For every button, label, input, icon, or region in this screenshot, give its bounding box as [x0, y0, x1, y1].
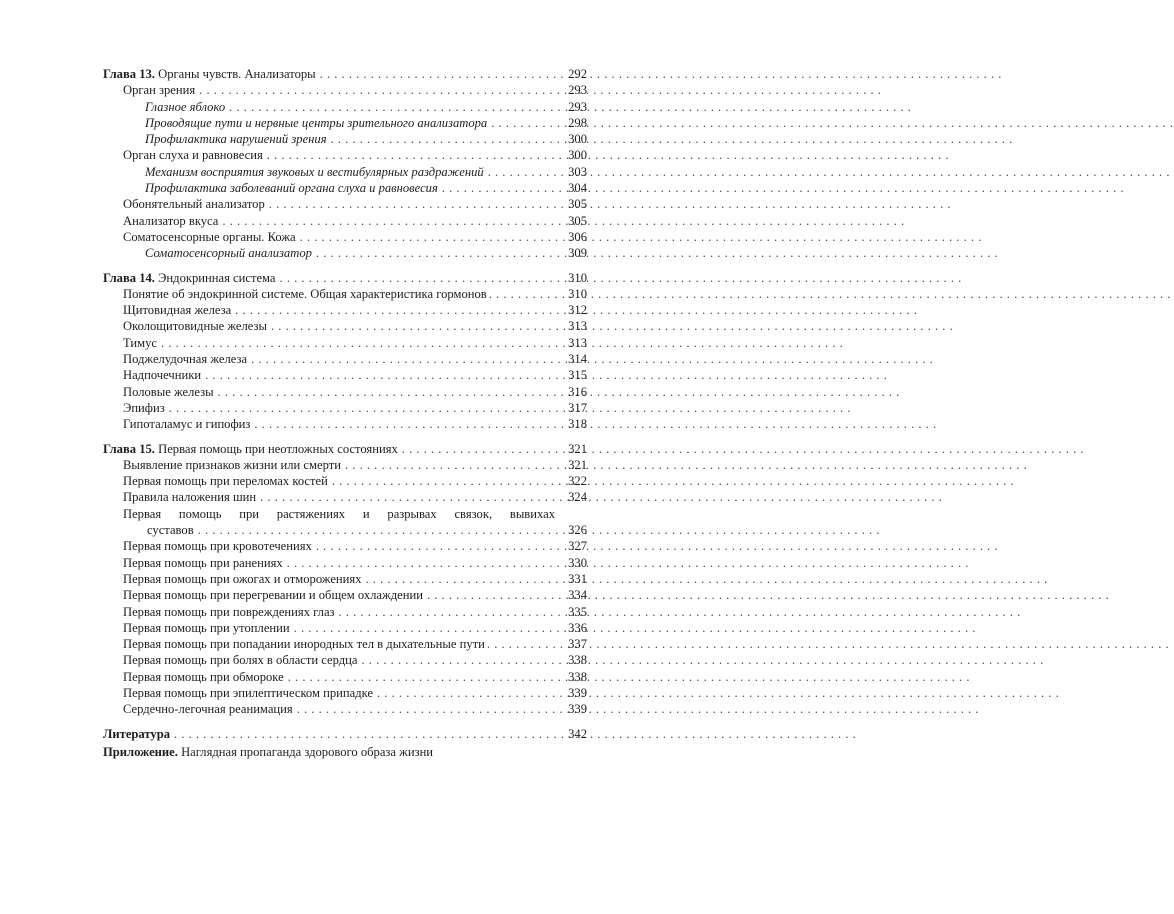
entry-title: Половые железы	[123, 384, 214, 399]
toc-entry	[103, 571, 587, 587]
page-number: 321	[568, 457, 587, 472]
dot-leader	[287, 555, 555, 571]
entry-title: Первая помощь при растяжениях и разрывах связок, вывихах	[123, 506, 555, 521]
page-number: 339	[568, 702, 587, 717]
entry-title: Профилактика заболеваний органа слуха и равновесия	[145, 181, 438, 196]
entry-title: Гипоталамус и гипофиз	[123, 417, 251, 432]
dot-leader	[300, 229, 555, 245]
dot-leader	[487, 636, 557, 652]
toc-entry	[103, 351, 587, 367]
toc-entry	[103, 587, 587, 603]
chapter-title: Органы чувств. Анализаторы	[158, 67, 316, 81]
page-number: 293	[568, 99, 587, 114]
toc-entry	[103, 286, 587, 302]
toc-appendix	[103, 744, 587, 760]
dot-leader	[402, 441, 555, 457]
dot-leader	[366, 571, 556, 587]
page-number: 321	[568, 441, 587, 456]
page-number: 293	[568, 83, 587, 98]
page-number: 314	[568, 352, 587, 367]
entry-title: Первая помощь при болях в области сердца	[123, 653, 358, 668]
toc-entry	[103, 555, 587, 571]
toc-entry	[103, 652, 587, 668]
toc-chapter-heading	[103, 270, 587, 286]
dot-leader	[169, 400, 555, 416]
entry-title: Надпочечники	[123, 368, 202, 383]
entry-title: Первая помощь при ожогах и отморожениях	[123, 571, 362, 586]
entry-title: Первая помощь при попадании инородных тел в дыхательные пути	[123, 637, 485, 652]
page-number: 339	[568, 685, 587, 700]
chapter-label: Глава 13.	[103, 67, 155, 81]
page-number: 335	[568, 604, 587, 619]
toc-entry	[103, 489, 587, 505]
entry-title: Выявление признаков жизни или смерти	[123, 457, 341, 472]
toc-entry	[103, 384, 587, 400]
page-number: 292	[568, 67, 587, 81]
dot-leader	[251, 351, 555, 367]
dot-leader	[442, 180, 555, 196]
entry-title: Обонятельный анализатор	[123, 197, 265, 212]
dot-leader	[331, 131, 555, 147]
toc-entry	[103, 416, 587, 432]
chapter-title: Первая помощь при неотложных состояниях	[158, 441, 398, 456]
page-number: 309	[568, 246, 587, 261]
dot-leader	[222, 213, 555, 229]
toc-subentry	[103, 164, 587, 180]
page-number: 313	[568, 319, 587, 334]
page-number: 330	[568, 555, 587, 570]
page-number: 318	[568, 417, 587, 432]
page-number: 315	[568, 368, 587, 383]
entry-title: Эпифиз	[123, 400, 165, 415]
page-number: 306	[568, 229, 587, 244]
dot-leader	[271, 318, 555, 334]
entry-title: Правила наложения шин	[123, 490, 257, 505]
toc-entry	[103, 669, 587, 685]
entry-title: Первая помощь при утоплении	[123, 620, 290, 635]
entry-title: Проводящие пути и нервные центры зрительного анализатора	[145, 115, 488, 130]
entry-title: Профилактика нарушений зрения	[145, 132, 327, 147]
literature-label: Литература	[103, 726, 171, 741]
page-number: 304	[568, 181, 587, 196]
table-of-contents	[103, 66, 587, 760]
entry-title: Орган слуха и равновесия	[123, 148, 263, 163]
page-number: 305	[568, 197, 587, 212]
toc-entry	[103, 367, 587, 383]
dot-leader	[316, 245, 555, 261]
page-number: 336	[568, 620, 587, 635]
dot-leader	[254, 416, 555, 432]
dot-leader	[377, 685, 555, 701]
toc-subentry	[103, 131, 587, 147]
toc-entry	[103, 213, 587, 229]
dot-leader	[229, 99, 555, 115]
chapter-title: Эндокринная система	[158, 270, 276, 285]
dot-leader	[174, 726, 555, 742]
dot-leader	[218, 384, 555, 400]
toc-subentry	[103, 180, 587, 196]
page-number: 313	[568, 335, 587, 350]
page-number: 322	[568, 474, 587, 489]
page-number: 331	[568, 571, 587, 586]
page-number: 316	[568, 384, 587, 399]
page-number: 300	[568, 132, 587, 147]
toc-entry	[103, 457, 587, 473]
dot-leader	[199, 82, 555, 98]
entry-title: Щитовидная железа	[123, 303, 232, 318]
toc-entry	[103, 82, 587, 98]
dot-leader	[491, 115, 555, 131]
dot-leader	[332, 473, 555, 489]
toc-entry	[103, 196, 587, 212]
dot-leader	[339, 604, 555, 620]
dot-leader	[345, 457, 555, 473]
toc-entry-wrapped-line-1	[103, 506, 587, 522]
dot-leader	[320, 66, 555, 82]
dot-leader	[205, 367, 555, 383]
entry-title: Первая помощь при повреждениях глаз	[123, 604, 335, 619]
toc-chapter-14	[103, 270, 587, 433]
entry-title: Первая помощь при кровотечениях	[123, 539, 312, 554]
page-number: 303	[568, 164, 587, 179]
entry-title: Сердечно-легочная реанимация	[123, 702, 293, 717]
dot-leader	[294, 620, 555, 636]
entry-title: Первая помощь при ранениях	[123, 555, 283, 570]
dot-leader	[488, 164, 555, 180]
dot-leader	[267, 147, 555, 163]
toc-entry-wrapped-line-2	[103, 522, 587, 538]
toc-entry	[103, 147, 587, 163]
entry-title: Первая помощь при перегревании и общем охлаждении	[123, 588, 423, 603]
toc-literature	[103, 726, 587, 742]
toc-entry	[103, 229, 587, 245]
page-number: 312	[568, 303, 587, 318]
entry-title: Орган зрения	[123, 83, 196, 98]
page-number: 327	[568, 539, 587, 554]
dot-leader	[427, 587, 555, 603]
page-number: 298	[568, 115, 587, 130]
entry-title: Первая помощь при переломах костей	[123, 474, 328, 489]
page-number: 338	[568, 669, 587, 684]
dot-leader	[280, 270, 555, 286]
toc-chapter-heading	[103, 441, 587, 457]
entry-title: Механизм восприятия звуковых и вестибулярных раздражений	[145, 164, 484, 179]
page-number: 337	[568, 637, 587, 652]
toc-subentry	[103, 99, 587, 115]
entry-title: Первая помощь при обмороке	[123, 669, 284, 684]
dot-leader	[269, 196, 555, 212]
entry-title: суставов	[147, 523, 194, 538]
page-number: 324	[568, 490, 587, 505]
entry-title: Глазное яблоко	[145, 99, 226, 114]
toc-chapter-15	[103, 441, 587, 718]
entry-title: Соматосенсорный анализатор	[145, 246, 312, 261]
chapter-label: Глава 14.	[103, 270, 155, 285]
page-number: 310	[568, 286, 587, 301]
entry-title: Поджелудочная железа	[123, 352, 248, 367]
page-number: 300	[568, 148, 587, 163]
page-number: 326	[568, 523, 587, 538]
toc-entry	[103, 400, 587, 416]
dot-leader	[288, 669, 555, 685]
toc-entry	[103, 538, 587, 554]
toc-entry	[103, 620, 587, 636]
appendix-title: Наглядная пропаганда здорового образа жизни	[181, 744, 434, 759]
entry-title: Тимус	[123, 335, 157, 350]
toc-entry	[103, 302, 587, 318]
dot-leader	[361, 652, 555, 668]
dot-leader	[198, 522, 555, 538]
dot-leader	[316, 538, 555, 554]
entry-title: Околощитовидные железы	[123, 319, 267, 334]
entry-title: Соматосенсорные органы. Кожа	[123, 229, 296, 244]
entry-title: Первая помощь при эпилептическом припадке	[123, 685, 373, 700]
page-number: 310	[568, 270, 587, 285]
toc-entry	[103, 473, 587, 489]
dot-leader	[260, 489, 555, 505]
toc-chapter-13	[103, 66, 587, 262]
toc-entry	[103, 636, 587, 652]
page-number: 305	[568, 213, 587, 228]
dot-leader	[489, 286, 557, 302]
toc-entry	[103, 701, 587, 717]
page-number: 342	[568, 726, 587, 741]
page-number: 317	[568, 400, 587, 415]
dot-leader	[297, 701, 555, 717]
toc-entry	[103, 685, 587, 701]
entry-title: Понятие об эндокринной системе. Общая характеристика гормонов	[123, 286, 487, 301]
page-number: 334	[568, 588, 587, 603]
page-number: 338	[568, 653, 587, 668]
toc-entry	[103, 335, 587, 351]
dot-leader	[235, 302, 555, 318]
toc-subentry	[103, 245, 587, 261]
entry-title: Анализатор вкуса	[123, 213, 219, 228]
chapter-label: Глава 15.	[103, 441, 155, 456]
toc-entry	[103, 604, 587, 620]
appendix-label: Приложение.	[103, 744, 178, 759]
toc-subentry	[103, 115, 587, 131]
toc-chapter-heading	[103, 66, 587, 82]
toc-entry	[103, 318, 587, 334]
dot-leader	[161, 335, 555, 351]
